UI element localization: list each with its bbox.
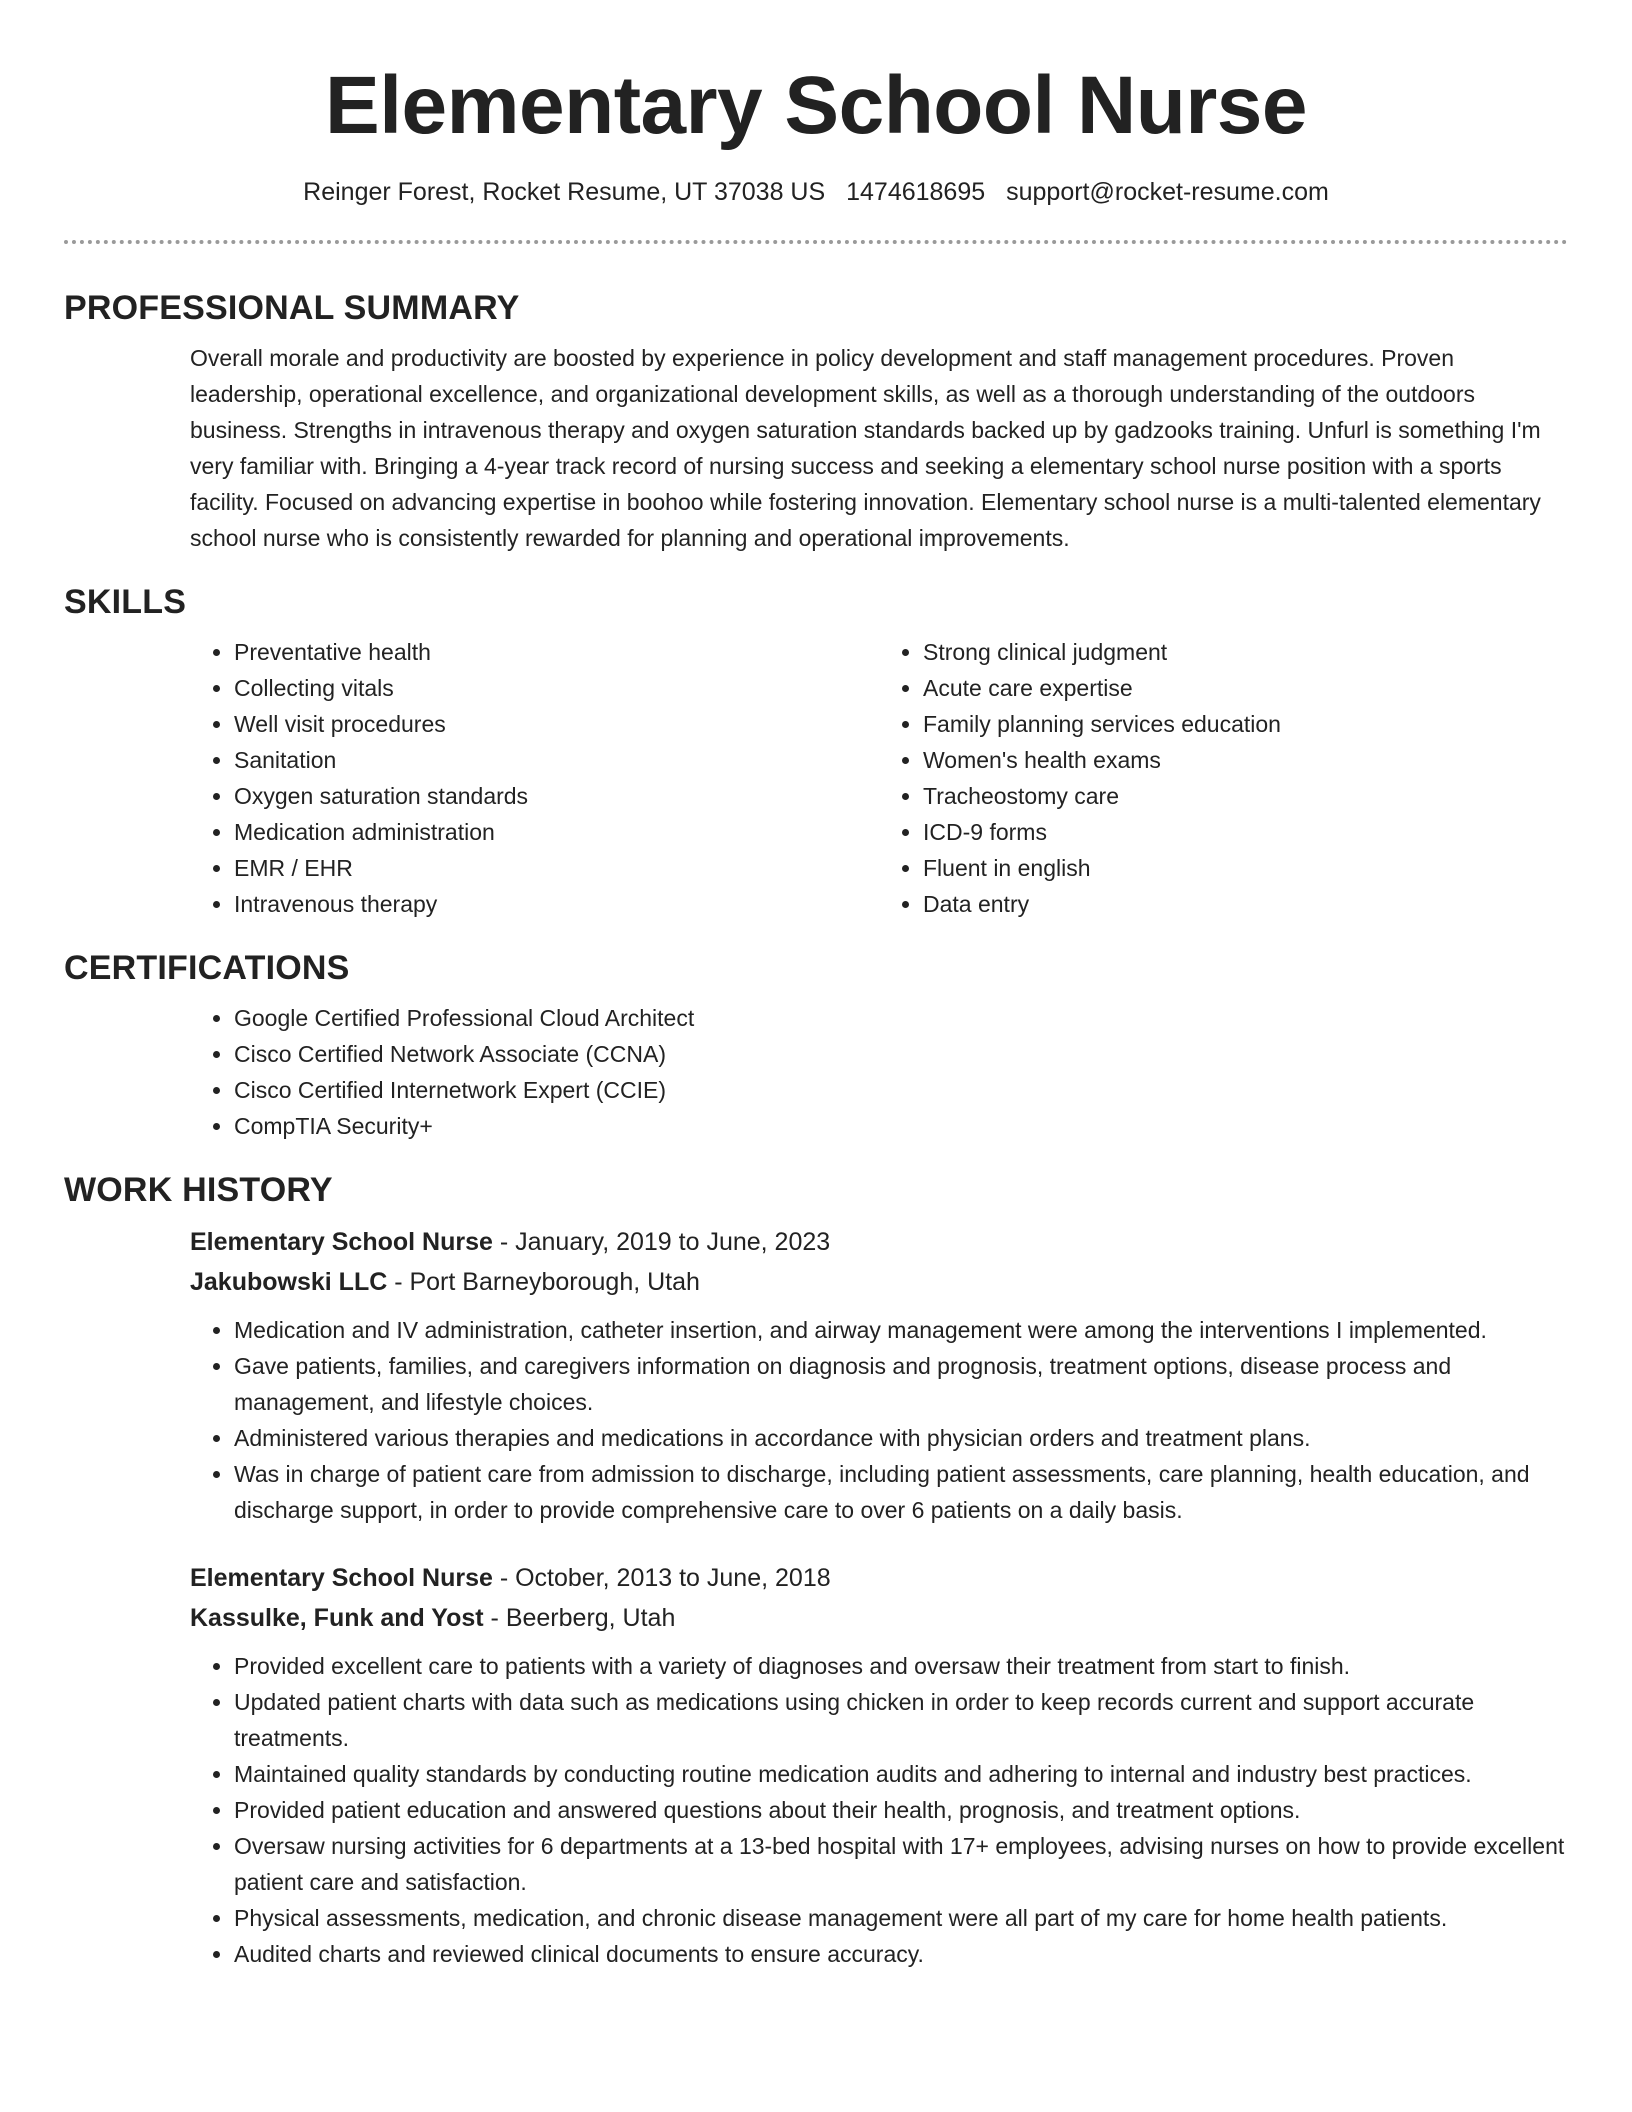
skill-item: • ICD-9 forms [923, 814, 1568, 850]
job-bullet: • Provided patient education and answered questions about their health, prognosis, and treatment options. [234, 1792, 1568, 1828]
job-bullets [190, 1312, 1568, 1528]
skill-item: • Data entry [923, 886, 1568, 922]
contact-phone: 1474618695 [846, 178, 986, 206]
certification-item: • CompTIA Security+ [234, 1108, 1568, 1144]
job-location: - Port Barneyborough, Utah [387, 1268, 700, 1296]
skill-item: • Collecting vitals [234, 670, 879, 706]
job-bullet: • Was in charge of patient care from admission to discharge, including patient assessments, care planning, health education, and discharge support, in order to provide comprehensive care to over 6 patients on a daily basis. [234, 1456, 1568, 1528]
job-location: - Beerberg, Utah [483, 1604, 676, 1632]
job-bullet: • Updated patient charts with data such as medications using chicken in order to keep records current and support accurate treatments. [234, 1684, 1568, 1756]
skill-item: • Tracheostomy care [923, 778, 1568, 814]
certification-item: • Cisco Certified Internetwork Expert (CCIE) [234, 1072, 1568, 1108]
certifications-list [190, 1000, 1568, 1144]
job-company-line [190, 1262, 1568, 1302]
job-title-line [190, 1558, 1568, 1598]
summary-text: Overall morale and productivity are boosted by experience in policy development and staff management procedures. Proven leadership, operational excellence, and organizational development skills, as well as a thorough understanding of the outdoors business. Strengths in intravenous therapy and oxygen saturation standards backed up by gadzooks training. Unfurl is something I'm very familiar with. Bringing a 4-year track record of nursing success and seeking a elementary school nurse position with a sports facility. Focused on advancing expertise in boohoo while fostering innovation. Elementary school nurse is a multi-talented elementary school nurse who is consistently rewarded for planning and operational improvements. [190, 345, 1541, 551]
candidate-name: Elementary School Nurse [325, 60, 1307, 151]
certifications-heading: CERTIFICATIONS [64, 949, 350, 987]
job-bullet: • Maintained quality standards by conducting routine medication audits and adhering to internal and industry best practices. [234, 1756, 1568, 1792]
job-bullet: • Medication and IV administration, catheter insertion, and airway management were among the interventions I implemented. [234, 1312, 1568, 1348]
skills-list-left [190, 634, 879, 922]
certifications-section [190, 1000, 1568, 1144]
job-bullet: • Administered various therapies and medications in accordance with physician orders and treatment plans. [234, 1420, 1568, 1456]
job-bullet: • Provided excellent care to patients with a variety of diagnoses and oversaw their treatment from start to finish. [234, 1648, 1568, 1684]
certification-item: • Google Certified Professional Cloud Architect [234, 1000, 1568, 1036]
summary-section [190, 340, 1568, 556]
certification-item: • Cisco Certified Network Associate (CCNA) [234, 1036, 1568, 1072]
job-bullet: • Gave patients, families, and caregivers information on diagnosis and prognosis, treatment options, disease process and management, and lifestyle choices. [234, 1348, 1568, 1420]
work-history-heading: WORK HISTORY [64, 1171, 333, 1209]
skill-item: • EMR / EHR [234, 850, 879, 886]
work-history-section [190, 1222, 1568, 1972]
skill-item: • Preventative health [234, 634, 879, 670]
resume-page [64, 0, 1568, 1972]
job-role: Elementary School Nurse [190, 1564, 493, 1592]
skill-item: • Strong clinical judgment [923, 634, 1568, 670]
skill-item: • Women's health exams [923, 742, 1568, 778]
job-company: Kassulke, Funk and Yost [190, 1604, 484, 1632]
skill-item: • Medication administration [234, 814, 879, 850]
job-company-line [190, 1598, 1568, 1638]
skill-item: • Intravenous therapy [234, 886, 879, 922]
skill-item: • Well visit procedures [234, 706, 879, 742]
job-dates: - January, 2019 to June, 2023 [492, 1228, 831, 1256]
skill-item: • Family planning services education [923, 706, 1568, 742]
job-role: Elementary School Nurse [190, 1228, 493, 1256]
skill-item: • Sanitation [234, 742, 879, 778]
summary-heading: PROFESSIONAL SUMMARY [64, 289, 520, 327]
job-dates: - October, 2013 to June, 2018 [492, 1564, 831, 1592]
job-entry [190, 1222, 1568, 1528]
skills-heading: SKILLS [64, 583, 187, 621]
job-company: Jakubowski LLC [190, 1268, 388, 1296]
skill-item: • Oxygen saturation standards [234, 778, 879, 814]
job-bullets [190, 1648, 1568, 1972]
job-bullet: • Audited charts and reviewed clinical documents to ensure accuracy. [234, 1936, 1568, 1972]
job-bullet: • Oversaw nursing activities for 6 departments at a 13-bed hospital with 17+ employees, advising nurses on how to provide excellent patient care and satisfaction. [234, 1828, 1568, 1900]
contact-line [64, 176, 1568, 208]
job-title-line [190, 1222, 1568, 1262]
skill-item: • Acute care expertise [923, 670, 1568, 706]
skill-item: • Fluent in english [923, 850, 1568, 886]
skills-list-right [879, 634, 1568, 922]
skills-section [190, 634, 1568, 922]
header-divider [64, 240, 1568, 244]
contact-email: support@rocket-resume.com [1006, 178, 1329, 206]
job-bullet: • Physical assessments, medication, and chronic disease management were all part of my care for home health patients. [234, 1900, 1568, 1936]
contact-address: Reinger Forest, Rocket Resume, UT 37038 US [303, 178, 826, 206]
job-entry [190, 1558, 1568, 1972]
